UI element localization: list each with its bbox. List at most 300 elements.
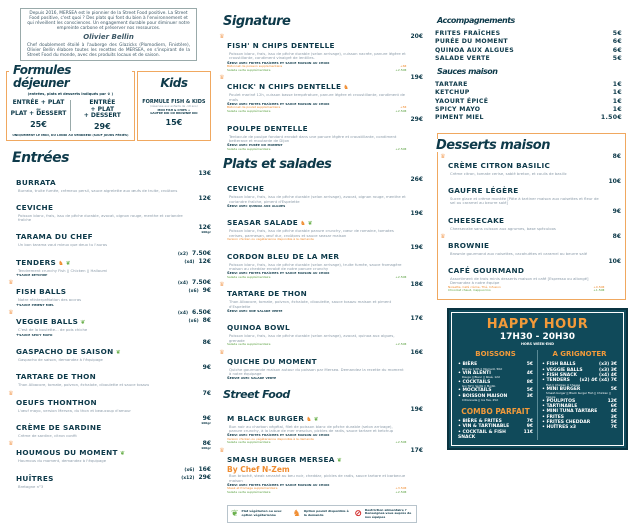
item-served-with: Servi avec frites fraîches et sauce maison au choix xyxy=(227,100,330,106)
price-line xyxy=(613,153,621,160)
extra-label: Bâtonnet de poulet supplémentaire xyxy=(227,105,281,110)
item-body xyxy=(16,339,199,362)
item-name: TARTARE DE THON xyxy=(16,372,97,382)
item-served-with: Servi avec quinoa aux algues xyxy=(227,202,286,208)
formule-2-price: 29€ xyxy=(93,121,111,131)
crown-icon: ♛ xyxy=(8,389,14,397)
price: 16€ xyxy=(410,348,423,356)
quantity: (x4) xyxy=(184,259,195,265)
item-served-with: +sauce spicy mayo xyxy=(16,331,53,337)
happy-item-name: • TARTINABLE xyxy=(542,404,578,410)
formule-1-line: PLAT + DESSERT xyxy=(10,109,67,117)
item-description: Tendrement crunchy Fish || Chicken || Halloumi xyxy=(18,267,108,273)
leaf-icon: ❦ xyxy=(307,220,313,228)
menu-item xyxy=(217,176,423,208)
item-header xyxy=(16,390,199,409)
item-header xyxy=(16,309,174,328)
item-body xyxy=(16,224,194,247)
menu-item xyxy=(6,250,211,278)
item-extra xyxy=(227,110,406,114)
item-description: Tentacule de poulpe fondant enrobé dans une panure légère et croustillante, condiment betterave et moutarde de Dijon xyxy=(229,133,397,143)
price-line xyxy=(181,466,211,474)
happy-item-detail: Rouge || Blanc || Rosé, 12cl xyxy=(462,375,501,380)
item-prices xyxy=(203,339,211,346)
entrees-list xyxy=(6,170,211,491)
quantity: (x6) xyxy=(184,467,195,473)
item-body xyxy=(448,153,609,176)
extra-price: +5€ xyxy=(400,105,407,110)
item-name: QUINOA BOWL xyxy=(227,323,290,333)
happy-item-detail: Citronnade || Ice Tea, 25cl xyxy=(462,397,499,402)
price: 8€ xyxy=(202,440,211,448)
price-line xyxy=(178,258,211,266)
happy-item-price: 7€ xyxy=(526,419,533,425)
desserts-list xyxy=(438,153,621,293)
happy-item-price: 9€ xyxy=(526,424,533,430)
price-line xyxy=(410,244,423,251)
legend-allergy xyxy=(354,509,413,520)
extra-price: +2.50€ xyxy=(395,490,407,495)
item-description: Bun brioché, steak smashé au beu noir, cheddar, pickles de radis, sauce tartare et barbecue maison xyxy=(229,473,406,483)
item-served-with: Servi avec frites fraîches et sauce maison au choix xyxy=(227,270,330,276)
happy-item-name: • BIÈRE xyxy=(458,362,478,368)
happy-item-price: (x3) 3€ xyxy=(599,367,617,373)
chicken-icon: ♞ xyxy=(300,220,306,228)
happy-item-name: • BOISSON MAISON xyxy=(458,393,508,399)
side-price: 1€ xyxy=(612,97,622,105)
leaf-icon: ❦ xyxy=(336,456,342,464)
item-prices xyxy=(608,178,621,185)
menu-item xyxy=(438,153,621,176)
price: 8€ xyxy=(612,152,621,160)
item-name: HUÎTRES xyxy=(16,473,54,483)
item-name: POULPE DENTELLE xyxy=(227,123,308,133)
item-description: Crème de sardine, citron confit xyxy=(18,432,77,438)
item-header xyxy=(16,339,199,358)
extra-label: Version chicken ou végétarienne disponible à la demande xyxy=(227,236,314,241)
item-description: Brownie gourmand aux noisettes, cacahuètes et caramel au beurre salé xyxy=(450,250,588,256)
happy-item-name: • HUÎTRES x3 xyxy=(542,425,576,431)
item-prices xyxy=(203,364,211,371)
formules-note: UNIQUEMENT LE MIDI, DU LUNDI AU VENDREDI (SAUF JOURS FÉRIÉS) xyxy=(12,132,129,137)
grignoter-title: A GRIGNOTER xyxy=(552,350,607,359)
price-line xyxy=(178,287,211,295)
item-body xyxy=(448,233,609,256)
price: 29€ xyxy=(410,115,423,123)
item-header xyxy=(227,281,406,300)
happy-item-name: • COCKTAIL & FISH SNACK xyxy=(458,429,506,440)
kids-formula: FORMULE FISH & KIDS xyxy=(142,99,206,105)
item-name: SMASH BURGER MERSEA xyxy=(227,454,335,464)
side-item xyxy=(429,106,634,114)
item-header xyxy=(227,116,406,135)
item-name: FISH' N CHIPS DENTELLE xyxy=(227,41,335,50)
item-header xyxy=(227,315,406,334)
kids-age: (réservée aux enfants de -10 ans) xyxy=(150,104,198,108)
price-line xyxy=(178,317,211,325)
item-name: TENDERS xyxy=(16,257,57,267)
menu-item xyxy=(217,74,423,113)
price: 8€ xyxy=(202,339,211,347)
happy-hour-columns xyxy=(458,350,617,440)
item-prices xyxy=(410,406,423,413)
price: 20€ xyxy=(410,33,423,40)
extra-label: Version chicken ou végétarienne disponible à la demande xyxy=(227,436,314,441)
item-description: Poulet mariné 12h, cuisson basse température, panure légère et croustillante, condiment de maïs xyxy=(229,92,405,102)
item-served-with: Servi avec purée du moment xyxy=(227,142,283,148)
crown-icon: ♛ xyxy=(219,348,225,356)
item-served-with: Servi avec frites fraîches et sauce maison au choix xyxy=(227,59,330,65)
item-body xyxy=(16,390,199,413)
side-name: TARTARE xyxy=(435,81,468,89)
price: 19€ xyxy=(410,405,423,413)
item-description: Houmous du moment, demandez à l'équipage xyxy=(18,458,107,464)
item-name: OEUFS THONTHON xyxy=(16,397,97,407)
item-extra xyxy=(227,343,406,347)
item-description: Thon Albacore, tomate, poivron, échalote, ciboulette, sauce tosazu maison et piment d'Espelette xyxy=(229,299,392,309)
price-line xyxy=(198,224,211,234)
chef-logo: Olivier Bellin xyxy=(83,33,134,41)
divider xyxy=(537,350,538,440)
item-description: Crème citron, tomate cerise, sablé breton, et coulis de basilic xyxy=(450,170,567,176)
item-body xyxy=(16,170,194,193)
item-name: HOUMOUS DU MOMENT xyxy=(16,448,118,458)
unit: 100gr xyxy=(201,446,211,451)
price: 19€ xyxy=(410,210,423,218)
leaf-icon: ❦ xyxy=(65,259,71,267)
item-description: Notre réinterprétation des accras xyxy=(18,297,82,303)
item-header xyxy=(16,279,174,298)
happy-item-price: (x4) 4€ xyxy=(599,373,617,379)
item-extra xyxy=(227,276,406,280)
price: 7.50€ xyxy=(192,279,211,287)
side-price: 5€ xyxy=(612,54,622,62)
item-name: BURRATA xyxy=(16,177,56,187)
quantity: (x6) xyxy=(188,289,199,295)
item-description: Assortiment de trois minis desserts maison et café [Espresso ou allongé] Demandez à notre équipe xyxy=(450,276,589,286)
extra-label: Bâtonnet de poisson supplémentaire xyxy=(227,64,283,69)
item-header xyxy=(16,440,197,459)
happy-item-price: 3€ xyxy=(526,393,533,399)
happy-hour-time: 17H30 - 20H30 xyxy=(499,331,576,342)
item-prices xyxy=(198,170,211,177)
item-prices xyxy=(178,250,211,266)
price-line xyxy=(410,349,423,356)
item-header xyxy=(16,466,177,485)
side-item xyxy=(429,55,634,63)
price: 13€ xyxy=(198,169,211,177)
price: 26€ xyxy=(410,176,423,184)
combo-list xyxy=(458,419,533,440)
item-body xyxy=(227,33,406,72)
side-name: SALADE VERTE xyxy=(435,54,491,62)
happy-item-name: • TENDERS xyxy=(542,378,570,384)
item-description: Bun noir au charbon végétal, filet de poisson blanc de pêche durable (selon arrivage), panure crunchy, à la laitue de mer mesclun, pickles de radis, sauce tartare et ketchup xyxy=(229,423,394,433)
item-body xyxy=(227,74,406,113)
item-subtitle: By Chef N-Zem xyxy=(227,464,290,474)
side-price: 1.50€ xyxy=(600,114,622,122)
plats-title: Plats et salades xyxy=(223,157,332,173)
set-menus xyxy=(6,63,211,141)
crown-icon: ♛ xyxy=(219,281,225,289)
item-header xyxy=(448,233,609,252)
happy-item-price: 4€ xyxy=(610,409,617,415)
grignoter-list xyxy=(542,362,617,430)
item-prices xyxy=(410,349,423,356)
legend-text: Option poulet disponible à la demande xyxy=(303,509,349,518)
item-prices xyxy=(410,210,423,217)
item-name: SEASAR SALADE xyxy=(227,218,299,228)
desserts-box xyxy=(437,133,626,300)
menu-item xyxy=(438,208,621,231)
extra-label: Salade verte supplémentaire xyxy=(227,67,271,72)
price: 6.50€ xyxy=(192,309,211,317)
item-body xyxy=(448,178,604,206)
happy-item-name: • MINI TUNA TARTARE xyxy=(542,409,598,415)
side-price: 6€ xyxy=(612,38,622,46)
item-name: TARAMA DU CHEF xyxy=(16,232,93,242)
item-header xyxy=(227,74,406,93)
legend-box xyxy=(227,505,417,524)
happy-item-name: • COCKTAILS xyxy=(458,379,491,385)
item-description: Bretagne n°3 xyxy=(18,483,44,489)
price: 7€ xyxy=(202,389,211,397)
price: 29€ xyxy=(198,473,211,481)
crown-icon: ♛ xyxy=(8,279,14,287)
leaf-icon: ❦ xyxy=(80,319,86,327)
item-description: Poisson blanc, frais, issu de pêche durable panure crunchy, cœur de romaine, tomates cerises, parmesan, œuf dur, croûtons et sauce seasar maison xyxy=(229,228,394,238)
item-extra xyxy=(227,69,406,73)
item-description: Poisson blanc, frais, issu de pêche durable (selon arrivage), cuisson nacrée, panure légère et croustillante, condiment vinaigré de lentilles. xyxy=(229,51,406,61)
item-header xyxy=(16,224,194,243)
menu-item xyxy=(217,33,423,72)
item-prices xyxy=(198,224,211,234)
extra-label: Salade verte supplémentaire xyxy=(227,274,271,279)
item-body xyxy=(16,309,174,337)
item-header xyxy=(16,415,197,434)
price: 17€ xyxy=(410,446,423,454)
happy-item-name: • VIN & TARTINABLE xyxy=(458,424,510,430)
happy-item-price: (x2) 4€ (x4) 7€ xyxy=(579,378,617,384)
side-price: 5€ xyxy=(612,30,622,37)
price: 18€ xyxy=(410,281,423,289)
happy-item-price: 4€ xyxy=(526,371,533,377)
item-name: CEVICHE xyxy=(227,184,265,194)
item-header xyxy=(16,195,194,214)
menu-item xyxy=(6,309,211,337)
price: 9€ xyxy=(202,287,211,295)
item-header xyxy=(227,447,406,466)
item-body xyxy=(227,116,406,152)
item-body xyxy=(16,250,174,278)
item-header xyxy=(448,208,609,227)
price-line xyxy=(410,281,423,288)
boissons-list xyxy=(458,362,533,402)
item-body xyxy=(227,281,406,313)
item-served-with: Servi avec une salade verte xyxy=(227,307,283,313)
item-description: Poisson blanc, frais, issu de pêche durable, avocat, oignon rouge, menthe et coriandre fraîche xyxy=(18,212,183,223)
item-name: CRÈME CITRON BASILIC xyxy=(448,160,551,170)
sauces-title: Sauces maison xyxy=(437,67,498,77)
crown-icon: ♛ xyxy=(440,232,446,240)
happy-item-name: • BIÈRE & FRITES xyxy=(458,419,502,425)
leaf-icon: ❦ xyxy=(231,508,239,519)
menu-item xyxy=(6,390,211,413)
combo-title: COMBO PARFAIT xyxy=(461,407,530,417)
happy-item-price: 12€ xyxy=(607,398,617,404)
happy-item-name: • MINI BURGER xyxy=(542,386,581,392)
side-item xyxy=(429,89,634,97)
menu-item xyxy=(217,281,423,313)
item-prices xyxy=(410,244,423,251)
item-name: M BLACK BURGER xyxy=(227,413,305,423)
item-prices xyxy=(198,195,211,202)
item-name: GASPACHO DE SAISON xyxy=(16,347,114,357)
item-body xyxy=(16,364,199,387)
item-body xyxy=(227,447,406,495)
side-price: 1€ xyxy=(612,81,622,89)
price-line xyxy=(198,170,211,177)
side-name: FRITES FRAÎCHES xyxy=(435,30,501,37)
menu-item xyxy=(6,339,211,362)
item-name: CORDON BLEU DE LA MER xyxy=(227,251,340,261)
item-body xyxy=(227,315,406,346)
leaf-icon: ❦ xyxy=(119,450,125,458)
extra-price: +2.50€ xyxy=(395,108,407,113)
grignoter-col xyxy=(542,350,617,440)
formules-box xyxy=(6,63,135,141)
chicken-icon: ♞ xyxy=(343,84,349,92)
price: 9€ xyxy=(202,364,211,372)
crown-icon: ♛ xyxy=(8,440,14,448)
item-description: Cheesecake sans cuisson aux agrumes, base spéculoos xyxy=(450,225,556,231)
item-header xyxy=(227,244,406,263)
plats-list xyxy=(217,176,423,382)
crown-icon: ♛ xyxy=(219,446,225,454)
happy-item-price: 8€ xyxy=(526,379,533,385)
item-prices xyxy=(178,279,211,295)
item-description: Poisson blanc, frais, issu de pêche durable (selon arrivage), avocat, quinoa aux algues, grenade xyxy=(229,333,395,343)
item-body xyxy=(16,195,194,223)
signature-list xyxy=(217,33,423,153)
side-item xyxy=(429,114,634,122)
item-prices xyxy=(410,116,423,123)
price-line xyxy=(410,406,423,413)
menu-item xyxy=(217,315,423,346)
extra-price: +2.50€ xyxy=(395,341,407,346)
happy-item-price: 11€ xyxy=(523,429,533,435)
side-item xyxy=(429,81,634,89)
menu-item xyxy=(6,170,211,193)
price-line xyxy=(201,415,211,425)
price: 7.50€ xyxy=(192,249,211,257)
item-extra xyxy=(448,289,604,293)
item-description: C'est de la boulette... de pois chiche xyxy=(18,327,88,333)
item-prices xyxy=(410,176,423,183)
side-price: 1€ xyxy=(612,106,622,114)
item-header xyxy=(227,33,406,52)
side-price: 6€ xyxy=(612,46,622,54)
item-header xyxy=(448,258,604,277)
formules-title: Formules déjeuner xyxy=(9,64,132,90)
item-body xyxy=(448,208,609,231)
happy-item-price: 5€ xyxy=(526,362,533,368)
happy-item-price: (x3) 3€ xyxy=(599,362,617,368)
item-description: Thon Albacore, tomate, poivron, échalote, ciboulette et sauce tosazu xyxy=(18,382,150,388)
item-extra xyxy=(227,441,406,445)
item-served-with: Servi avec frites fraîches et sauce maison au choix xyxy=(227,432,330,438)
extra-price: +2.50€ xyxy=(395,67,407,72)
price-line xyxy=(613,233,621,240)
price-line xyxy=(198,195,211,202)
happy-hour-weekend: HORS WEEK-END xyxy=(520,341,555,346)
column-right xyxy=(429,8,634,450)
item-served-with: Servi avec frites fraîches et sauce maison au choix xyxy=(227,481,330,487)
happy-item-price: 5€ xyxy=(610,386,617,392)
item-body xyxy=(16,415,197,438)
item-description: Un bon tarama vaut mieux que deux tu l'auras xyxy=(18,242,108,248)
item-extra xyxy=(227,238,406,242)
item-header xyxy=(16,364,199,383)
item-header xyxy=(227,349,406,368)
happy-hour-title: HAPPY HOUR xyxy=(486,316,589,332)
side-name: QUINOA AUX ALGUES xyxy=(435,46,514,54)
item-body xyxy=(227,210,406,241)
price-line xyxy=(410,74,423,81)
accomp-list xyxy=(429,30,634,63)
happy-item-price: 7€ xyxy=(610,425,617,431)
signature-title: Signature xyxy=(223,14,291,29)
item-header xyxy=(448,178,604,197)
sauces-list xyxy=(429,81,634,122)
price-line xyxy=(410,176,423,183)
item-name: BROWNIE xyxy=(448,240,490,250)
menu-item xyxy=(438,258,621,293)
price: 8€ xyxy=(202,317,211,325)
happy-item-detail: Gin Tof || Spritz || Mojito xyxy=(462,383,496,388)
extra-label: Chocolat chaud, Cappuccino xyxy=(448,288,491,293)
extra-price: +2.50€ xyxy=(395,146,407,151)
extra-label: Salade verte supplémentaire xyxy=(227,490,271,495)
item-body xyxy=(227,349,406,381)
menu-item xyxy=(438,178,621,206)
item-prices xyxy=(613,233,621,240)
menu-item xyxy=(217,349,423,381)
extra-price: +2.50€ xyxy=(395,274,407,279)
extra-label: Salade verte supplémentaire xyxy=(227,108,271,113)
price-line xyxy=(410,116,423,123)
intro-text: Depuis 2016, MERSEA est le pionnier de la Street Food positive. La Street Food positive, c'est quoi ? Des plats qui font du bien à l'environnement et qui réveillent les consciences. Un engagement durable pour diminuer notre empreinte carbone et préserver nos ressources. xyxy=(27,11,190,31)
item-prices xyxy=(410,74,423,81)
menu-item xyxy=(217,447,423,495)
item-description: Poisson blanc, frais, issu de pêche durable (selon arrivage), truite fumée, sauce fromagère maison au cheddar enrobé de notre panure crunchy xyxy=(229,261,402,271)
legend-chicken xyxy=(293,510,352,519)
price: 10€ xyxy=(608,177,621,185)
item-name: CRÈME DE SARDINE xyxy=(16,422,102,432)
item-description: Poisson blanc, frais, issu de pêche durable (selon arrivage), avocat, oignon rouge, menthe et coriandre fraîche, piment d'Espelette xyxy=(229,194,406,204)
formule-2-line: + PLAT xyxy=(90,105,115,113)
side-price: 1€ xyxy=(612,89,622,97)
price-line xyxy=(608,178,621,185)
price-line xyxy=(203,390,211,397)
menu-item xyxy=(6,415,211,438)
desserts-title: Desserts maison xyxy=(432,139,554,152)
price-line xyxy=(178,309,211,317)
extra-label: Salade verte supplémentaire xyxy=(227,341,271,346)
leaf-icon: ❦ xyxy=(115,349,121,357)
item-name: GAUFRE LÉGÈRE xyxy=(448,185,519,195)
price: 19€ xyxy=(410,243,423,251)
